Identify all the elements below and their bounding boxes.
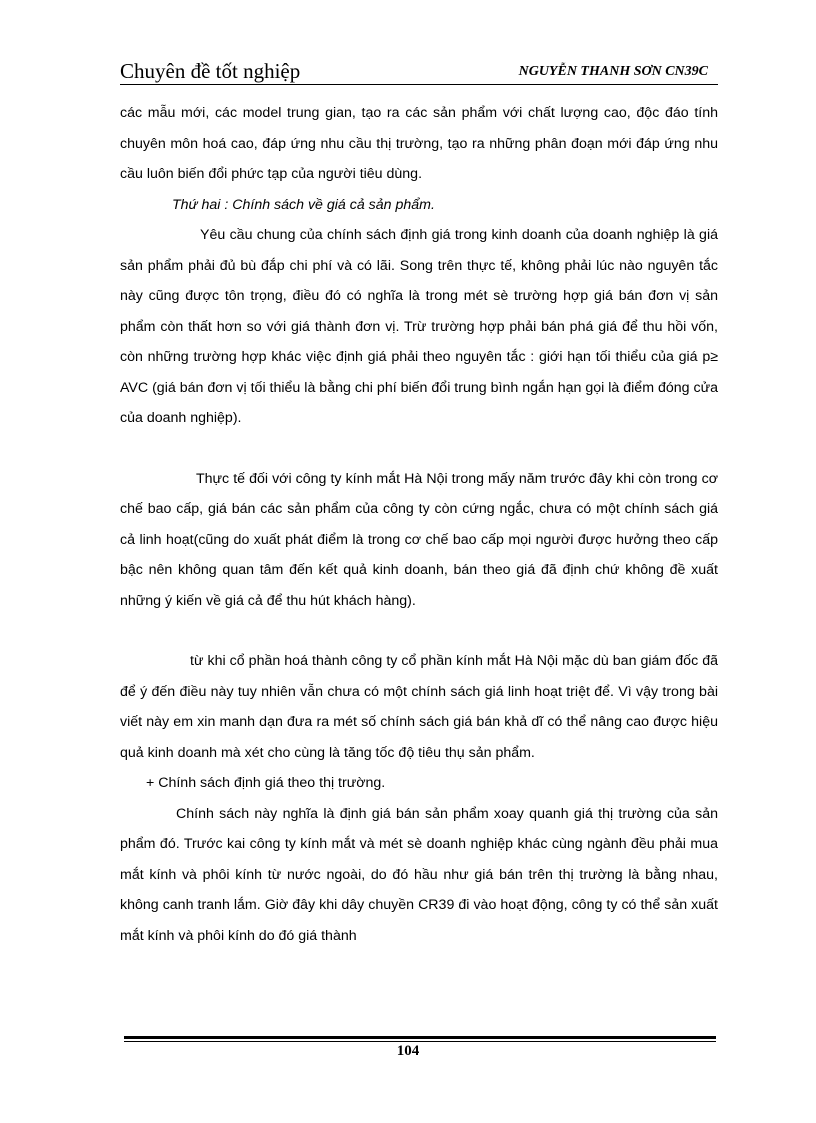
paragraph-pricing-requirements: Yêu cầu chung của chính sách định giá trong kinh doanh của doanh nghiệp là giá sản phẩm phải đủ bù đắp chi phí và có lãi. Song trên thực tế, không phải lúc nào nguyên tắc này cũng được tôn trọng, điều đó có nghĩa là trong mét sè trường hợp giá bán đơn vị sản phẩm còn thất hơn so với giá thành đơn vị. Trừ trường hợp phải bán phá giá để thu hồi vốn, còn những trường hợp khác việc định giá phải theo nguyên tắc : giới hạn tối thiểu của giá p≥ AVC (giá bán đơn vị tối thiểu là bằng chi phí biến đổi trung bình ngắn hạn gọi là điểm đóng cửa của doanh nghiệp).	[120, 227, 718, 426]
section-heading-market-pricing: + Chính sách định giá theo thị trường.	[146, 775, 386, 791]
header-title: Chuyên đề tốt nghiệp	[120, 59, 301, 83]
paragraph-continuation: các mẫu mới, các model trung gian, tạo ra các sản phẩm với chất lượng cao, độc đáo tính chuyên môn hoá cao, đáp ứng nhu cầu thị trường, tạo ra những phân đoạn mới đáp ứng nhu cầu luôn biến đổi phức tạp của người tiêu dùng.	[120, 105, 718, 182]
page-header	[120, 58, 718, 84]
footer-rule-thick	[124, 1036, 716, 1039]
header-author: NGUYỄN THANH SƠN CN39C	[518, 64, 708, 79]
paragraph-company-history: Thực tế đối với công ty kính mắt Hà Nội trong mấy năm trước đây khi còn trong cơ chế bao cấp, giá bán các sản phẩm của công ty còn cứng ngắc, chưa có một chính sách giá cả linh hoạt(cũng do xuất phát điểm là trong cơ chế bao cấp mọi người được hưởng theo cấp bậc nên không quan tâm đến kết quả kinh doanh, bán theo giá đã định chứ không đề xuất những ý kiến về giá cả để thu hút khách hàng).	[120, 470, 718, 609]
page-number: 104	[396, 1043, 420, 1059]
paragraph-equitization: từ khi cổ phần hoá thành công ty cổ phần kính mắt Hà Nội mặc dù ban giám đốc đã để ý đến điều này tuy nhiên vẫn chưa có một chính sách giá linh hoạt triệt để. Vì vậy trong bài viết này em xin manh dạn đưa ra mét số chính sách giá bán khả dĩ có thể nâng cao được hiệu quả kinh doanh mà xét cho cùng là tăng tốc độ tiêu thụ sản phẩm.	[120, 653, 718, 761]
paragraph-market-pricing: Chính sách này nghĩa là định giá bán sản phẩm xoay quanh giá thị trường của sản phẩm đó. Trước kai công ty kính mắt và mét sè doanh nghiệp khác cùng ngành đều phải mua mắt kính và phôi kính từ nước ngoài, do đó hầu như giá bán trên thị trường là bằng nhau, không canh tranh lắm. Giờ đây khi dây chuyền CR39 đi vào hoạt động, công ty có thể sản xuất mắt kính và phôi kính do đó giá thành	[120, 805, 718, 944]
document-body	[120, 98, 718, 951]
section-heading-price-policy: Thứ hai : Chính sách về giá cả sản phẩm.	[172, 196, 435, 213]
header-divider	[120, 84, 718, 85]
